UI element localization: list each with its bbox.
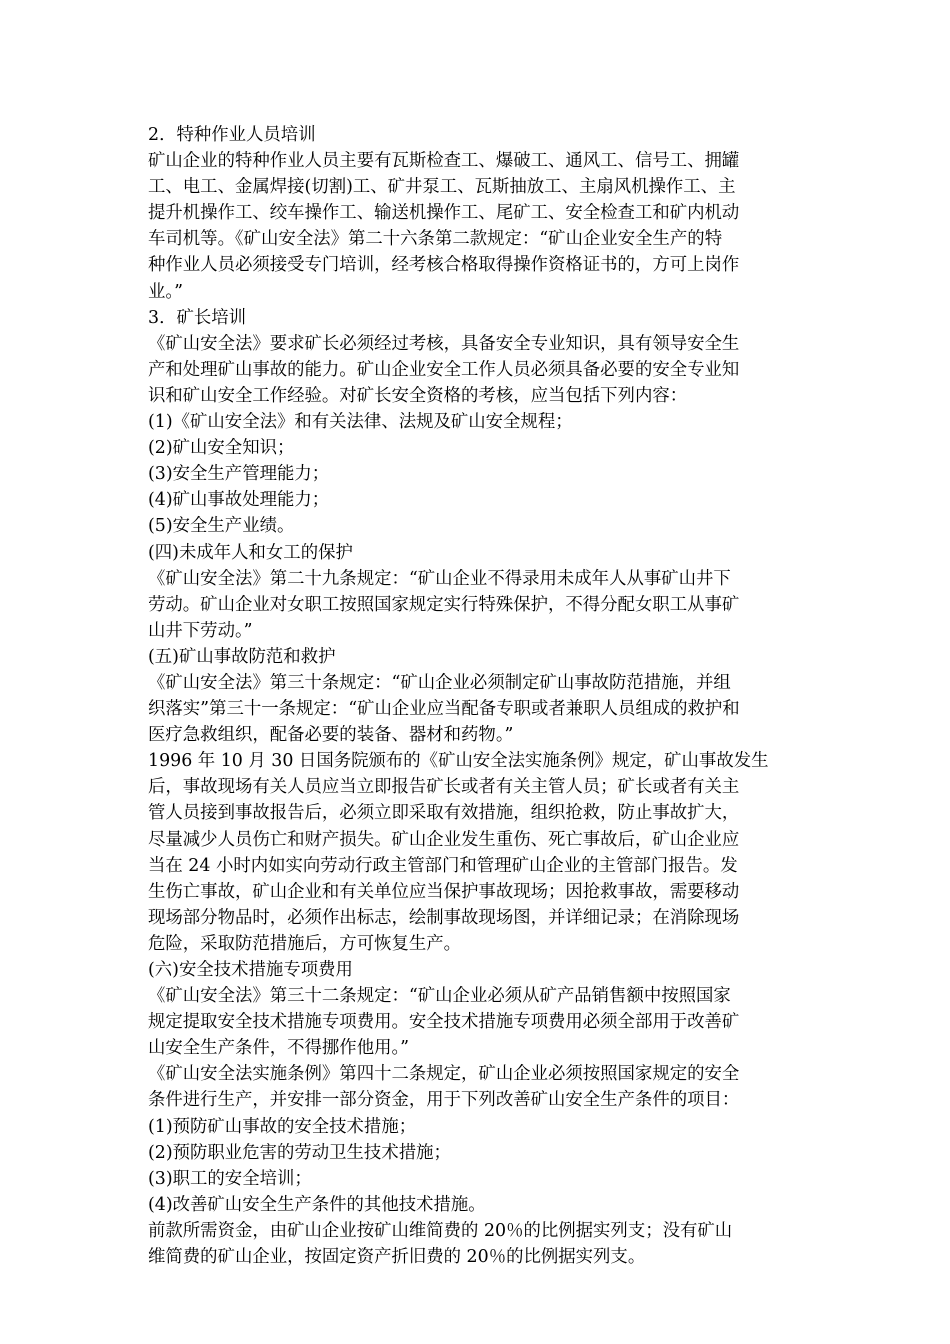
text-line: (2)预防职业危害的劳动卫生技术措施；: [148, 1142, 451, 1163]
text-line: 尽量减少人员伤亡和财产损失。矿山企业发生重伤、死亡事故后，矿山企业应: [148, 829, 740, 850]
text-line: 1996 年 10 月 30 日国务院颁布的《矿山安全法实施条例》规定，矿山事故发生: [148, 751, 769, 772]
text-line: 后，事故现场有关人员应当立即报告矿长或者有关主管人员；矿长或者有关主: [148, 777, 740, 798]
text-line: 业。”: [148, 281, 183, 302]
text-line: (5)安全生产业绩。: [148, 516, 295, 537]
text-line: 山井下劳动。”: [148, 620, 253, 641]
text-line: 识和矿山安全工作经验。对矿长安全资格的考核，应当包括下列内容：: [148, 385, 688, 406]
text-line: 当在 24 小时内如实向劳动行政主管部门和管理矿山企业的主管部门报告。发: [148, 855, 738, 876]
text-line: (3)职工的安全培训；: [148, 1168, 312, 1189]
document-body: [148, 122, 808, 1270]
text-line: 车司机等。《矿山安全法》第二十六条第二款规定：“矿山企业安全生产的特: [148, 229, 723, 250]
text-line: (4)改善矿山安全生产条件的其他技术措施。: [148, 1194, 486, 1215]
text-line: 提升机操作工、绞车操作工、输送机操作工、尾矿工、安全检查工和矿内机动: [148, 203, 740, 224]
text-line: 《矿山安全法实施条例》第四十二条规定，矿山企业必须按照国家规定的安全: [148, 1064, 740, 1085]
text-line: 规定提取安全技术措施专项费用。安全技术措施专项费用必须全部用于改善矿: [148, 1012, 740, 1033]
text-line: 管人员接到事故报告后，必须立即采取有效措施，组织抢救，防止事故扩大，: [148, 803, 740, 824]
text-line: (1)预防矿山事故的安全技术措施；: [148, 1116, 417, 1137]
text-line: (1)《矿山安全法》和有关法律、法规及矿山安全规程；: [148, 412, 573, 433]
text-line: 危险，采取防范措施后，方可恢复生产。: [148, 933, 462, 954]
text-line: 2．特种作业人员培训: [148, 125, 316, 145]
text-line: 《矿山安全法》第三十条规定：“矿山企业必须制定矿山事故防范措施，并组: [148, 672, 731, 693]
text-line: 织落实”第三十一条规定：“矿山企业应当配备专职或者兼职人员组成的救护和: [148, 699, 740, 720]
text-line: 条件进行生产，并安排一部分资金，用于下列改善矿山安全生产条件的项目：: [148, 1090, 740, 1111]
text-line: 《矿山安全法》要求矿长必须经过考核，具备安全专业知识，具有领导安全生: [148, 333, 740, 354]
text-line: 矿山企业的特种作业人员主要有瓦斯检查工、爆破工、通风工、信号工、拥罐: [148, 151, 740, 172]
text-line: (四)未成年人和女工的保护: [148, 542, 353, 563]
text-line: 生伤亡事故，矿山企业和有关单位应当保护事故现场；因抢救事故，需要移动: [148, 881, 740, 902]
text-line: (五)矿山事故防范和救护: [148, 646, 336, 667]
text-line: 前款所需资金，由矿山企业按矿山维简费的 20％的比例据实列支；没有矿山: [148, 1220, 733, 1241]
text-line: 维简费的矿山企业，按固定资产折旧费的 20％的比例据实列支。: [148, 1247, 646, 1268]
text-line: 《矿山安全法》第三十二条规定：“矿山企业必须从矿产品销售额中按照国家: [148, 986, 731, 1007]
text-line: 3．矿长培训: [148, 307, 247, 328]
text-line: (六)安全技术措施专项费用: [148, 960, 353, 980]
text-line: (2)矿山安全知识；: [148, 438, 295, 459]
text-line: 种作业人员必须接受专门培训，经考核合格取得操作资格证书的，方可上岗作: [148, 255, 740, 276]
text-line: 山安全生产条件，不得挪作他用。”: [148, 1038, 410, 1059]
text-line: 现场部分物品时，必须作出标志，绘制事故现场图，并详细记录；在消除现场: [148, 907, 740, 928]
text-line: (3)安全生产管理能力；: [148, 464, 330, 485]
text-line: 工、电工、金属焊接(切割)工、矿井泵工、瓦斯抽放工、主扇风机操作工、主: [148, 177, 736, 198]
text-line: 医疗急救组织，配备必要的装备、器材和药物。”: [148, 725, 514, 746]
text-line: 《矿山安全法》第二十九条规定：“矿山企业不得录用未成年人从事矿山井下: [148, 568, 731, 589]
text-line: 产和处理矿山事故的能力。矿山企业安全工作人员必须具备必要的安全专业知: [148, 359, 740, 380]
text-line: (4)矿山事故处理能力；: [148, 490, 330, 511]
text-line: 劳动。矿山企业对女职工按照国家规定实行特殊保护，不得分配女职工从事矿: [148, 594, 740, 615]
